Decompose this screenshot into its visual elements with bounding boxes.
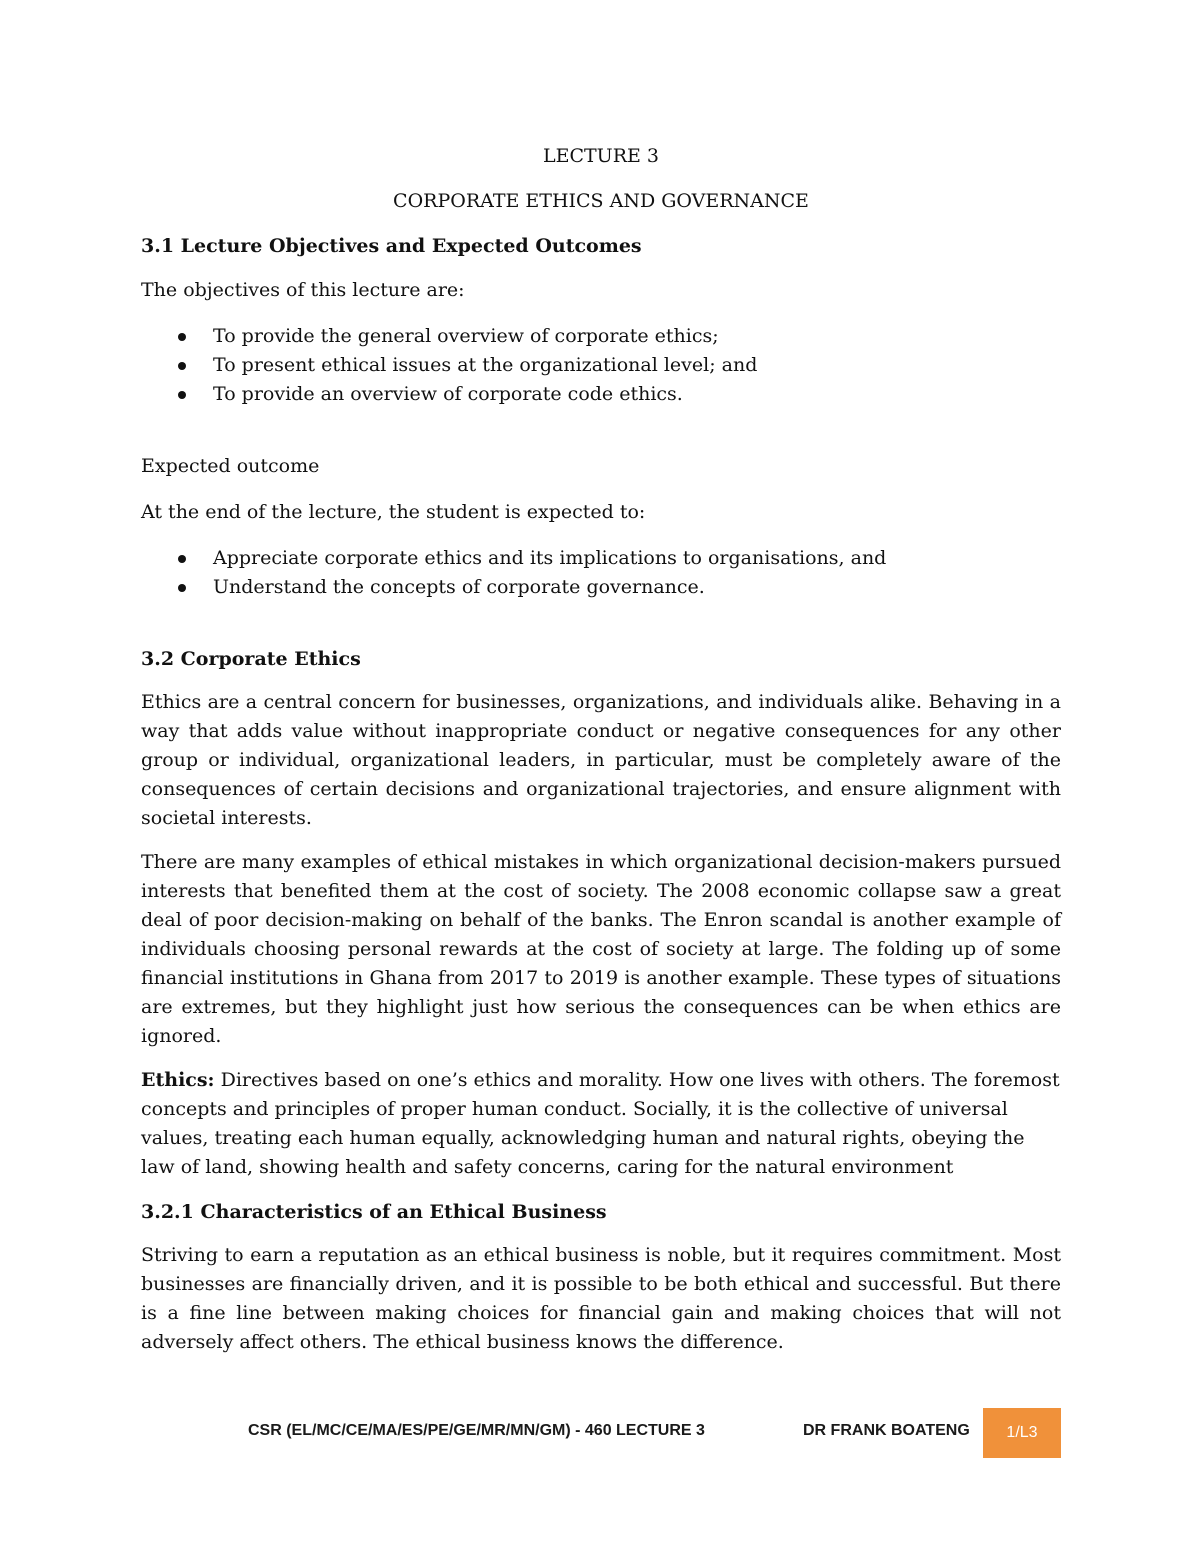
- ethics-definition-text: Directives based on one’s ethics and morality. How one lives with others. The foremost concepts and principles of proper human conduct. Socially, it is the collective of universal values, treating each human equally, acknowledging human and natural rights, obeying the law of land, showing health and safety concerns, caring for the natural environment: [141, 1069, 1060, 1178]
- ethical-business-paragraph: Striving to earn a reputation as an ethical business is noble, but it requires commitment. Most businesses are financially driven, and it is possible to be both ethical and successful. But there is a fine line between making choices for financial gain and making choices that will not adversely affect others. The ethical business knows the difference.: [141, 1244, 1061, 1353]
- page-number-badge: 1/L3: [983, 1408, 1061, 1458]
- objectives-list: [141, 322, 1061, 409]
- lecture-number: LECTURE 3: [542, 145, 659, 167]
- ethics-definition: [141, 1066, 1061, 1182]
- page-content: [141, 140, 1061, 1357]
- section-3-1-heading: 3.1 Lecture Objectives and Expected Outcomes: [141, 235, 642, 257]
- list-item: To present ethical issues at the organizational level; and: [141, 351, 1061, 380]
- outcomes-list: [141, 544, 1061, 602]
- bullet-icon: [178, 362, 186, 370]
- expected-outcome-label: Expected outcome: [141, 455, 320, 477]
- footer-course-code: CSR (EL/MC/CE/MA/ES/PE/GE/MR/MN/GM) - 460 LECTURE 3: [248, 1422, 705, 1439]
- bullet-icon: [178, 333, 186, 341]
- bullet-icon: [178, 391, 186, 399]
- bullet-icon: [178, 584, 186, 592]
- list-item: Understand the concepts of corporate governance.: [141, 573, 1061, 602]
- objectives-intro: The objectives of this lecture are:: [141, 279, 465, 301]
- document-title: CORPORATE ETHICS AND GOVERNANCE: [393, 190, 809, 212]
- bullet-icon: [178, 555, 186, 563]
- section-3-2-heading: 3.2 Corporate Ethics: [141, 648, 361, 670]
- section-3-2-1-heading: 3.2.1 Characteristics of an Ethical Business: [141, 1201, 607, 1223]
- outcome-intro: At the end of the lecture, the student is expected to:: [141, 501, 646, 523]
- footer-author: DR FRANK BOATENG: [803, 1422, 970, 1439]
- page-footer: [0, 1408, 1200, 1460]
- ethics-term: Ethics:: [141, 1069, 215, 1091]
- corporate-ethics-paragraph-2: There are many examples of ethical mistakes in which organizational decision-makers pursued interests that benefited them at the cost of society. The 2008 economic collapse saw a great deal of poor decision-making on behalf of the banks. The Enron scandal is another example of individuals choosing personal rewards at the cost of society at large. The folding up of some financial institutions in Ghana from 2017 to 2019 is another example. These types of situations are extremes, but they highlight just how serious the consequences can be when ethics are ignored.: [141, 851, 1061, 1047]
- list-item: To provide the general overview of corporate ethics;: [141, 322, 1061, 351]
- corporate-ethics-paragraph-1: Ethics are a central concern for businesses, organizations, and individuals alike. Behaving in a way that adds value without inappropriate conduct or negative consequences for any other group or individual, organizational leaders, in particular, must be completely aware of the consequences of certain decisions and organizational trajectories, and ensure alignment with societal interests.: [141, 691, 1061, 829]
- list-item: Appreciate corporate ethics and its implications to organisations, and: [141, 544, 1061, 573]
- list-item: To provide an overview of corporate code ethics.: [141, 380, 1061, 409]
